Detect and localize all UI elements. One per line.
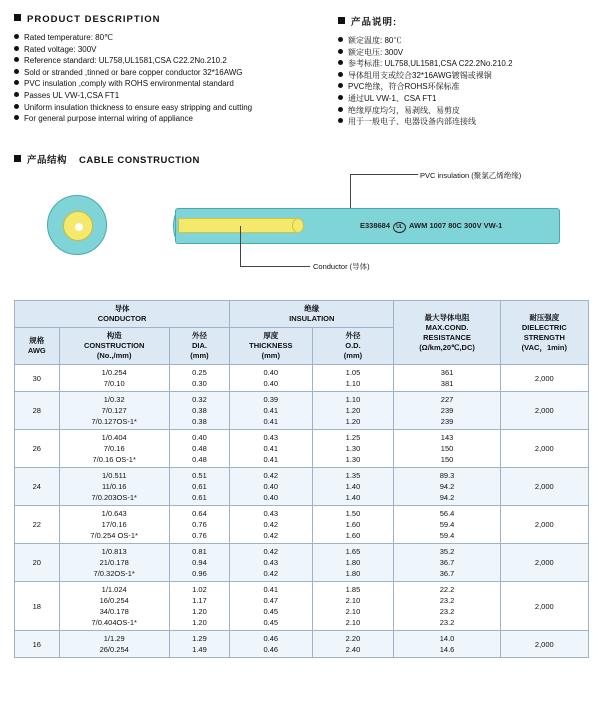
table-row	[15, 631, 589, 658]
cell-thickness: 0.43 0.41 0.41	[230, 430, 312, 468]
cell-awg: 28	[15, 392, 60, 430]
list-item: 导体组用支或绞合32*16AWG镀锡或裸铜	[338, 70, 588, 82]
cell-dia: 1.29 1.49	[169, 631, 229, 658]
dot-bullet-icon	[14, 34, 19, 39]
cell-thickness: 0.46 0.46	[230, 631, 312, 658]
cell-resistance: 56.4 59.4 59.4	[394, 506, 500, 544]
dot-bullet-icon	[338, 37, 343, 42]
cell-dielectric: 2,000	[500, 582, 588, 631]
label-pvc-insulation: PVC insulation (聚氯乙烯绝缘)	[420, 171, 522, 180]
table-row	[15, 430, 589, 468]
cell-dielectric: 2,000	[500, 506, 588, 544]
list-item: Uniform insulation thickness to ensure easy stripping and cutting	[14, 102, 304, 114]
table-row	[15, 392, 589, 430]
cable-conductor-end	[292, 218, 304, 233]
cable-conductor-strip	[178, 218, 298, 233]
leader-line-insulation-vertical	[350, 174, 351, 208]
cell-resistance: 361 381	[394, 365, 500, 392]
leader-line-conductor-horizontal	[240, 266, 310, 267]
cell-dielectric: 2,000	[500, 392, 588, 430]
dot-bullet-icon	[14, 115, 19, 120]
cell-awg: 26	[15, 430, 60, 468]
cell-dia: 0.51 0.61 0.61	[169, 468, 229, 506]
cell-awg: 22	[15, 506, 60, 544]
list-item: Reference standard: UL758,UL1581,CSA C22.2No.210.2	[14, 55, 304, 67]
list-item: For general purpose internal wiring of appliance	[14, 113, 304, 125]
list-item: 额定电压: 300V	[338, 47, 588, 59]
list-item: 额定温度: 80℃	[338, 35, 588, 47]
cell-awg: 20	[15, 544, 60, 582]
ul-logo-icon: UL	[393, 222, 406, 233]
list-item: Passes UL VW-1,CSA FT1	[14, 90, 304, 102]
cell-thickness: 0.41 0.47 0.45 0.45	[230, 582, 312, 631]
cell-od: 1.25 1.30 1.30	[312, 430, 394, 468]
cell-od: 1.35 1.40 1.40	[312, 468, 394, 506]
cell-awg: 30	[15, 365, 60, 392]
table-body	[15, 365, 589, 658]
cell-construction: 1/0.404 7/0.16 7/0.16 OS-1*	[59, 430, 169, 468]
table-row	[15, 468, 589, 506]
dot-bullet-icon	[14, 104, 19, 109]
cell-od: 1.50 1.60 1.60	[312, 506, 394, 544]
list-item: Rated temperature: 80℃	[14, 32, 304, 44]
list-item: 通过UL VW-1、CSA FT1	[338, 93, 588, 105]
square-bullet-icon	[14, 155, 21, 162]
cell-thickness: 0.40 0.40	[230, 365, 312, 392]
table-row	[15, 544, 589, 582]
cell-awg: 18	[15, 582, 60, 631]
cell-construction: 1/0.511 11/0.16 7/0.203OS-1*	[59, 468, 169, 506]
cell-resistance: 89.3 94.2 94.2	[394, 468, 500, 506]
header-resistance: 最大导体电阻 MAX.COND. RESISTANCE (Ω/km,20℃,DC)	[394, 301, 500, 365]
product-description-title-cn: 产品说明:	[338, 14, 588, 28]
cell-dia: 0.40 0.48 0.48	[169, 430, 229, 468]
cell-awg: 24	[15, 468, 60, 506]
dot-bullet-icon	[14, 57, 19, 62]
dot-bullet-icon	[14, 46, 19, 51]
cell-dielectric: 2,000	[500, 631, 588, 658]
header-thickness: 厚度 THICKNESS (mm)	[230, 328, 312, 365]
cell-construction: 1/1.024 16/0.254 34/0.178 7/0.404OS-1*	[59, 582, 169, 631]
header-construction: 构造 CONSTRUCTION (No.,/mm)	[59, 328, 169, 365]
leader-line-insulation-horizontal	[350, 174, 418, 175]
cell-awg: 16	[15, 631, 60, 658]
cell-resistance: 14.0 14.6	[394, 631, 500, 658]
table-row	[15, 582, 589, 631]
cell-dielectric: 2,000	[500, 365, 588, 392]
cell-dielectric: 2,000	[500, 468, 588, 506]
cell-od: 1.05 1.10	[312, 365, 394, 392]
cell-thickness: 0.42 0.40 0.40	[230, 468, 312, 506]
cell-construction: 1/0.813 21/0.178 7/0.32OS-1*	[59, 544, 169, 582]
square-bullet-icon	[14, 14, 21, 21]
dot-bullet-icon	[338, 49, 343, 54]
list-item: 参考标准: UL758,UL1581,CSA C22.2No.210.2	[338, 58, 588, 70]
cell-od: 1.10 1.20 1.20	[312, 392, 394, 430]
cell-construction: 1/0.254 7/0.10	[59, 365, 169, 392]
header-awg: 规格 AWG	[15, 328, 60, 365]
cell-resistance: 227 239 239	[394, 392, 500, 430]
dot-bullet-icon	[14, 80, 19, 85]
leader-line-conductor-vertical	[240, 226, 241, 266]
cell-dia: 0.25 0.30	[169, 365, 229, 392]
cell-dielectric: 2,000	[500, 430, 588, 468]
cell-dia: 0.81 0.94 0.96	[169, 544, 229, 582]
specification-table	[14, 300, 589, 658]
cable-construction-title: 产品结构 CABLE CONSTRUCTION	[14, 152, 200, 166]
header-group-conductor: 导体 CONDUCTOR	[15, 301, 230, 328]
cable-construction-diagram	[0, 170, 603, 285]
dot-bullet-icon	[14, 69, 19, 74]
dot-bullet-icon	[338, 107, 343, 112]
cable-surface-print: E338684 UL AWM 1007 80C 300V VW-1	[360, 221, 502, 233]
dot-bullet-icon	[338, 118, 343, 123]
table-row	[15, 506, 589, 544]
cell-dielectric: 2,000	[500, 544, 588, 582]
list-item: 绝缘厚度均匀，易剥线、易剪皮	[338, 105, 588, 117]
dot-bullet-icon	[338, 72, 343, 77]
list-item: PVC绝缘，符合ROHS环保标准	[338, 81, 588, 93]
dot-bullet-icon	[338, 95, 343, 100]
cell-resistance: 22.2 23.2 23.2 23.2	[394, 582, 500, 631]
cross-section-core	[75, 223, 83, 231]
cell-od: 1.85 2.10 2.10 2.10	[312, 582, 394, 631]
description-column-en	[14, 14, 304, 125]
cross-section-conductor	[63, 211, 93, 241]
dot-bullet-icon	[338, 60, 343, 65]
cell-resistance: 35.2 36.7 36.7	[394, 544, 500, 582]
label-conductor: Conductor (导体)	[313, 262, 370, 271]
cell-construction: 1/0.32 7/0.127 7/0.127OS-1*	[59, 392, 169, 430]
square-bullet-icon	[338, 17, 345, 24]
cell-thickness: 0.42 0.43 0.42	[230, 544, 312, 582]
table-header-group-row	[15, 301, 589, 328]
list-item: Rated voltage: 300V	[14, 44, 304, 56]
list-item: 用于一般电子、电器设备内部连接线	[338, 116, 588, 128]
list-item: PVC insulation ,comply with ROHS environmental standard	[14, 78, 304, 90]
cell-resistance: 143 150 150	[394, 430, 500, 468]
table-row	[15, 365, 589, 392]
cell-dia: 1.02 1.17 1.20 1.20	[169, 582, 229, 631]
cell-thickness: 0.43 0.42 0.42	[230, 506, 312, 544]
description-column-cn	[338, 14, 588, 128]
header-dia: 外径 DIA. (mm)	[169, 328, 229, 365]
cell-construction: 1/1.29 26/0.254	[59, 631, 169, 658]
cross-section-insulation	[47, 195, 107, 255]
list-item: Sold or stranded ,tinned or bare copper conductor 32*16AWG	[14, 67, 304, 79]
cell-construction: 1/0.643 17/0.16 7/0.254 OS-1*	[59, 506, 169, 544]
dot-bullet-icon	[338, 83, 343, 88]
cell-thickness: 0.39 0.41 0.41	[230, 392, 312, 430]
header-group-insulation: 绝缘 INSULATION	[230, 301, 394, 328]
dot-bullet-icon	[14, 92, 19, 97]
cell-dia: 0.64 0.76 0.76	[169, 506, 229, 544]
cell-od: 1.65 1.80 1.80	[312, 544, 394, 582]
header-dielectric: 耐压强度 DIELECTRIC STRENGTH (VAC，1min)	[500, 301, 588, 365]
cell-od: 2.20 2.40	[312, 631, 394, 658]
cell-dia: 0.32 0.38 0.38	[169, 392, 229, 430]
header-od: 外径 O.D. (mm)	[312, 328, 394, 365]
product-description-title: PRODUCT DESCRIPTION	[14, 14, 304, 25]
